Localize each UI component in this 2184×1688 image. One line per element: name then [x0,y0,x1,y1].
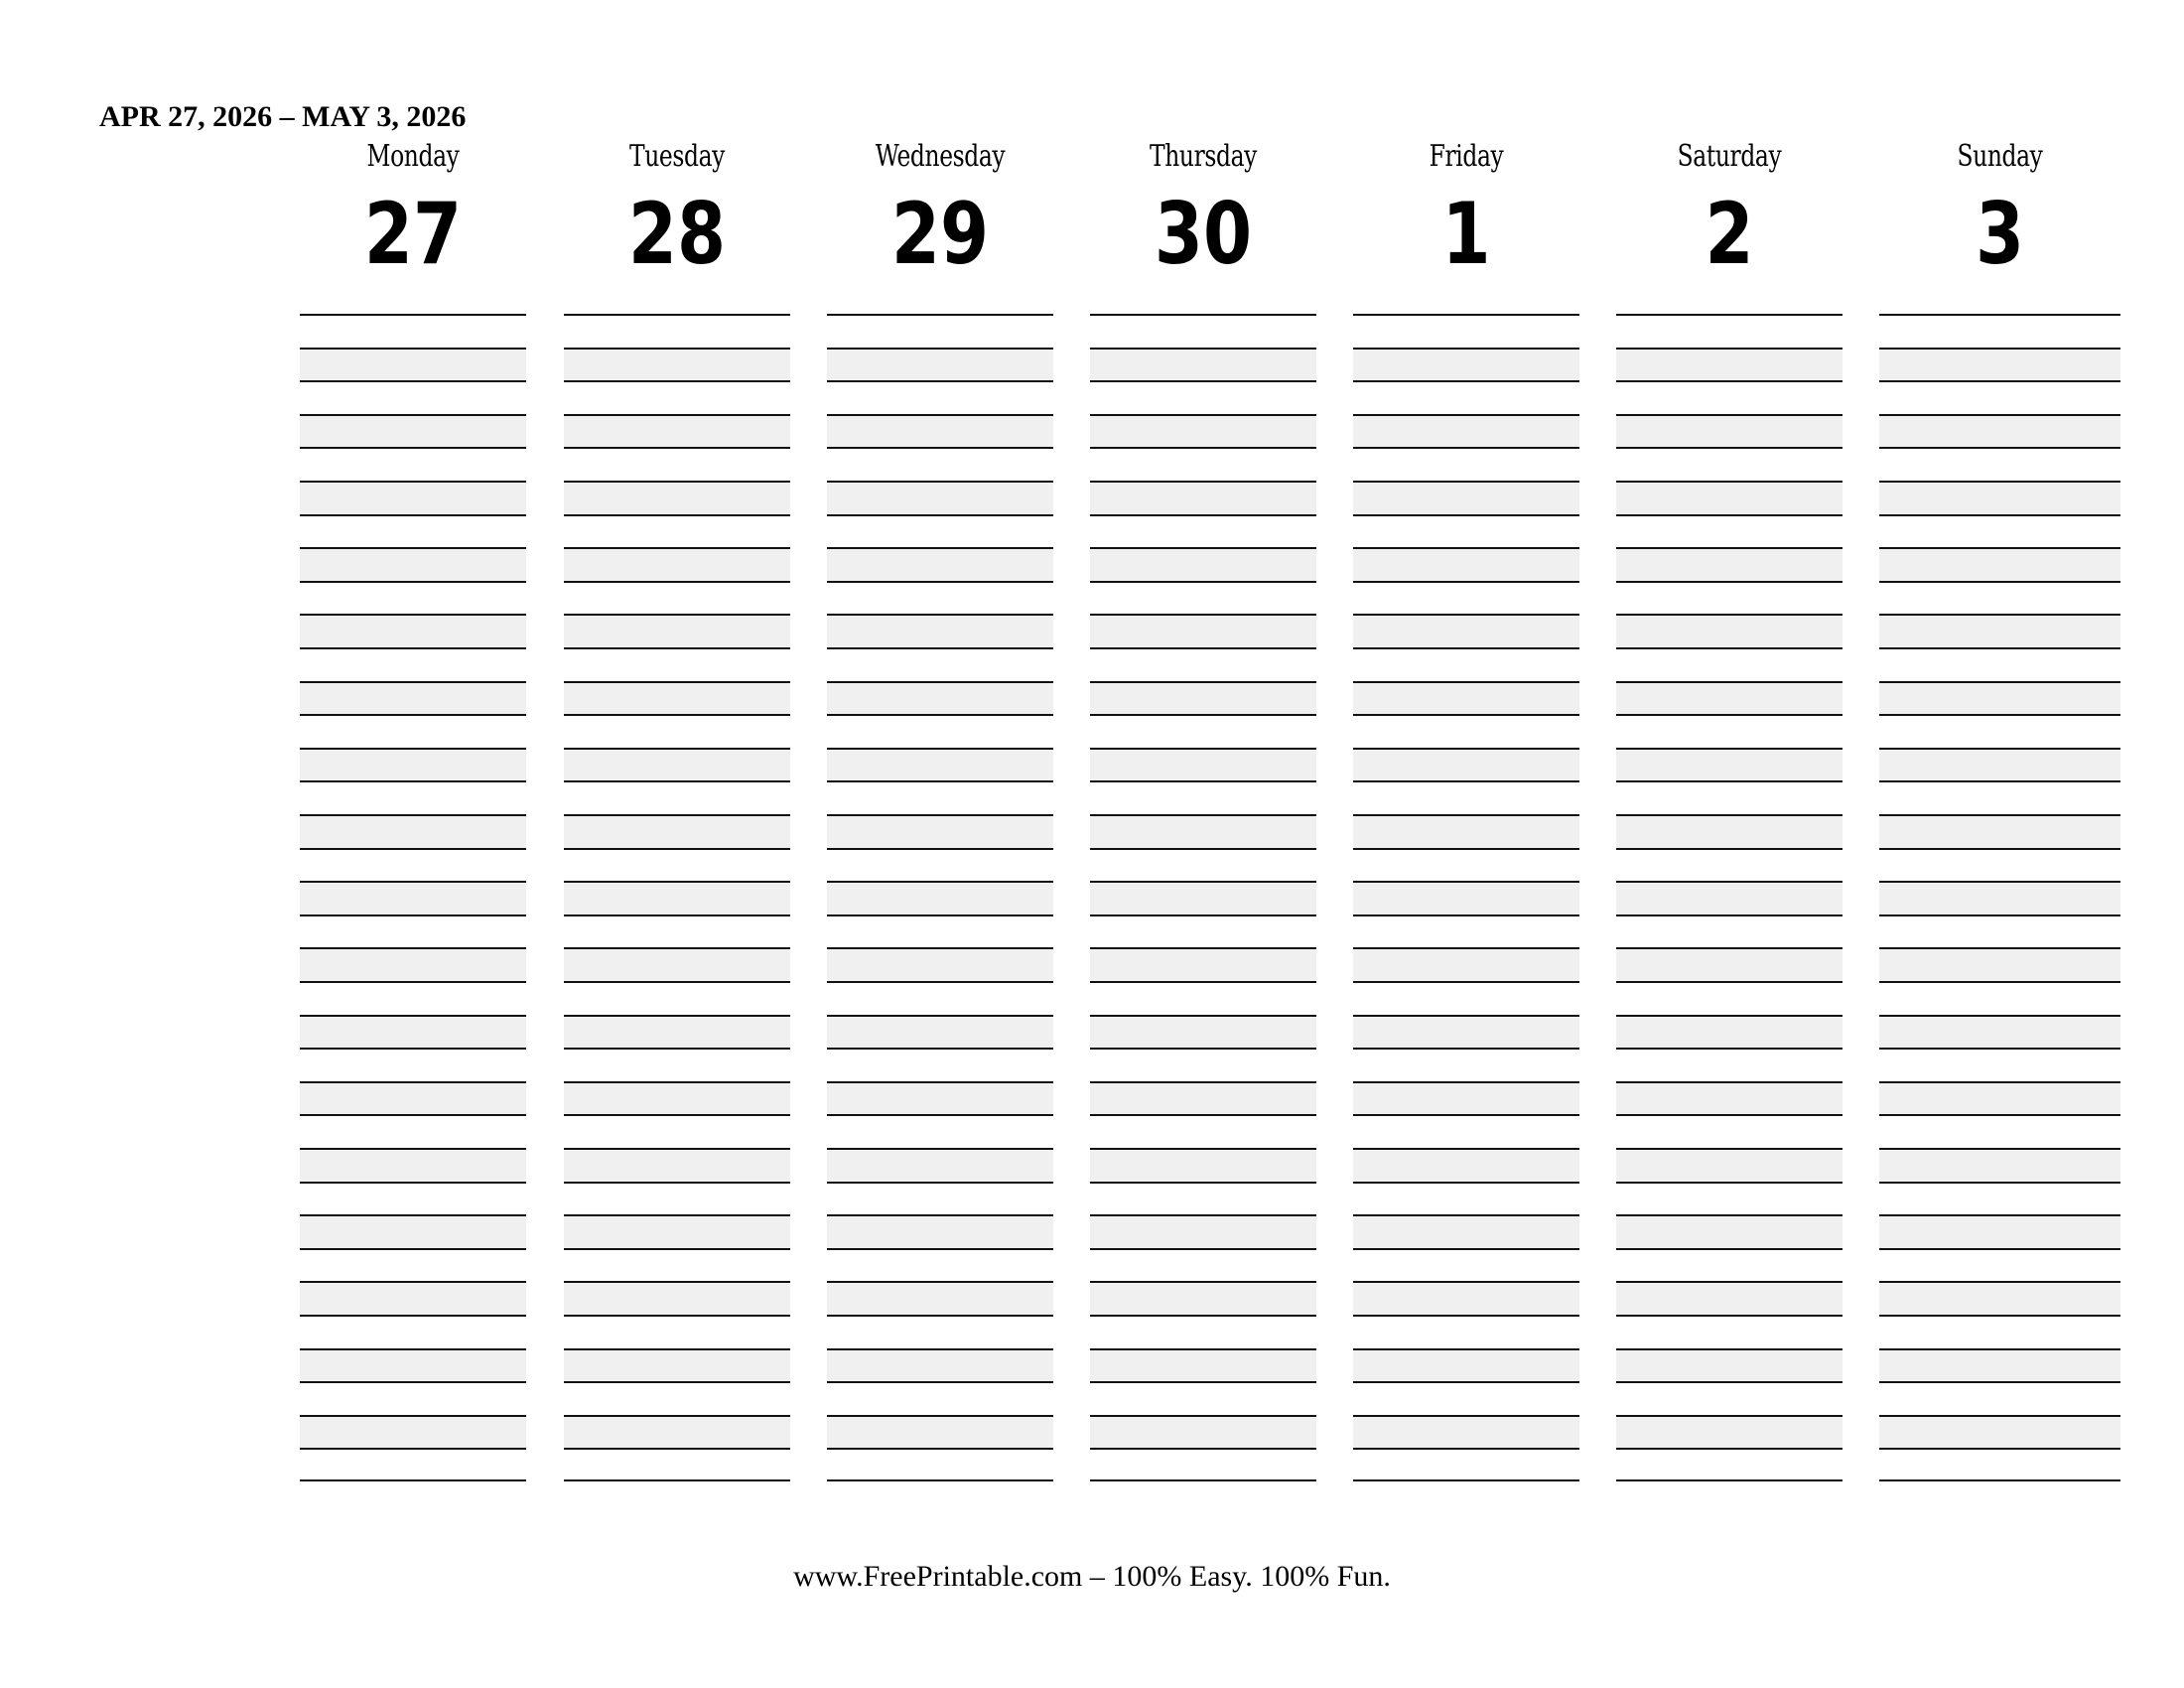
writing-line[interactable] [1353,314,1579,348]
writing-line[interactable] [1353,780,1579,814]
writing-line[interactable] [300,1348,526,1382]
writing-line[interactable] [300,748,526,781]
writing-line[interactable] [827,780,1053,814]
writing-line[interactable] [1090,780,1316,814]
writing-line[interactable] [1879,614,2120,647]
writing-line[interactable] [300,314,526,348]
writing-line[interactable] [827,1015,1053,1049]
writing-line[interactable] [827,1081,1053,1115]
writing-line[interactable] [300,814,526,848]
writing-line[interactable] [1616,547,1843,581]
day-column-saturday [1616,0,1843,1509]
day-name: Monday [366,139,460,174]
writing-line[interactable] [1090,1248,1316,1282]
writing-line[interactable] [1879,714,2120,748]
writing-line[interactable] [1879,1348,2120,1382]
writing-line[interactable] [300,914,526,948]
writing-line[interactable] [1879,514,2120,548]
writing-lines[interactable] [827,314,1053,1485]
writing-lines[interactable] [1353,314,1579,1485]
writing-line[interactable] [300,1381,526,1415]
writing-line[interactable] [1879,1015,2120,1049]
writing-line[interactable] [300,481,526,514]
writing-line[interactable] [827,1315,1053,1348]
writing-line[interactable] [1879,1415,2120,1449]
writing-line[interactable] [564,380,790,414]
day-name: Saturday [1677,139,1782,174]
writing-line[interactable] [300,1214,526,1248]
writing-line[interactable] [1616,514,1843,548]
day-number: 28 [627,185,727,284]
day-column-tuesday [564,0,790,1509]
day-number: 1 [1441,185,1491,284]
writing-line[interactable] [564,1214,790,1248]
writing-line[interactable] [1879,348,2120,381]
writing-line[interactable] [827,714,1053,748]
writing-line[interactable] [1353,848,1579,882]
writing-line[interactable] [1616,348,1843,381]
writing-line[interactable] [1090,581,1316,615]
writing-line[interactable] [827,348,1053,381]
writing-line[interactable] [1616,848,1843,882]
footer-credit: www.FreePrintable.com – 100% Easy. 100% Fun. [793,1560,1391,1593]
writing-line[interactable] [564,547,790,581]
writing-line[interactable] [564,314,790,348]
writing-line[interactable] [564,814,790,848]
writing-line[interactable] [827,1048,1053,1081]
writing-line[interactable] [827,1114,1053,1148]
writing-line[interactable] [1353,981,1579,1015]
writing-line[interactable] [300,1248,526,1282]
day-number: 2 [1705,185,1754,284]
writing-line[interactable] [827,1248,1053,1282]
writing-line[interactable] [564,1015,790,1049]
writing-line[interactable] [827,1348,1053,1382]
writing-line[interactable] [1616,947,1843,981]
writing-line[interactable] [1353,1281,1579,1315]
writing-line[interactable] [827,647,1053,681]
writing-line[interactable] [827,314,1053,348]
writing-line[interactable] [1616,1015,1843,1049]
writing-line[interactable] [1090,414,1316,448]
writing-line[interactable] [1616,914,1843,948]
writing-line[interactable] [827,1381,1053,1415]
writing-line[interactable] [564,881,790,914]
writing-line[interactable] [300,1448,526,1481]
writing-line[interactable] [1090,380,1316,414]
writing-line[interactable] [1353,1182,1579,1215]
writing-line[interactable] [300,881,526,914]
day-name: Wednesday [875,139,1006,174]
writing-line[interactable] [1879,914,2120,948]
writing-line[interactable] [1616,780,1843,814]
day-number: 30 [1154,185,1253,284]
writing-line[interactable] [1879,314,2120,348]
writing-line[interactable] [1353,914,1579,948]
writing-line[interactable] [1090,714,1316,748]
writing-line[interactable] [1353,714,1579,748]
writing-line[interactable] [1353,1148,1579,1182]
writing-line[interactable] [1879,1281,2120,1315]
writing-line[interactable] [1616,1148,1843,1182]
writing-line[interactable] [564,748,790,781]
writing-line[interactable] [300,848,526,882]
writing-line[interactable] [1353,481,1579,514]
writing-line[interactable] [564,581,790,615]
writing-line[interactable] [564,981,790,1015]
writing-line[interactable] [564,1281,790,1315]
writing-line[interactable] [1879,947,2120,981]
writing-line[interactable] [1090,314,1316,348]
writing-line[interactable] [827,1281,1053,1315]
writing-line[interactable] [827,481,1053,514]
writing-line[interactable] [564,1448,790,1481]
writing-line[interactable] [300,414,526,448]
week-range-title: APR 27, 2026 – MAY 3, 2026 [99,100,467,133]
writing-line[interactable] [1090,1214,1316,1248]
writing-line[interactable] [564,780,790,814]
writing-lines[interactable] [1090,314,1316,1485]
writing-line[interactable] [300,547,526,581]
writing-line[interactable] [1616,748,1843,781]
writing-line[interactable] [1353,1081,1579,1115]
writing-line[interactable] [1879,581,2120,615]
writing-line[interactable] [827,848,1053,882]
writing-line[interactable] [827,814,1053,848]
writing-line[interactable] [1353,547,1579,581]
writing-line[interactable] [300,1148,526,1182]
day-name: Tuesday [629,139,725,174]
writing-lines[interactable] [564,314,790,1485]
writing-line[interactable] [1353,514,1579,548]
writing-line[interactable] [1353,1348,1579,1382]
writing-line[interactable] [564,1348,790,1382]
writing-line[interactable] [300,1081,526,1115]
writing-line[interactable] [300,1048,526,1081]
writing-line[interactable] [1353,1381,1579,1415]
writing-line[interactable] [1616,814,1843,848]
writing-line[interactable] [1090,447,1316,481]
writing-line[interactable] [1616,1281,1843,1315]
writing-line[interactable] [827,614,1053,647]
writing-line[interactable] [1353,748,1579,781]
writing-line[interactable] [1879,1182,2120,1215]
writing-line[interactable] [1879,814,2120,848]
writing-line[interactable] [300,447,526,481]
day-number: 27 [363,185,463,284]
writing-line[interactable] [564,848,790,882]
writing-line[interactable] [1353,947,1579,981]
writing-line[interactable] [1090,848,1316,882]
writing-line[interactable] [1090,914,1316,948]
day-column-thursday [1090,0,1316,1509]
writing-line[interactable] [1353,581,1579,615]
writing-line[interactable] [1090,1182,1316,1215]
writing-line[interactable] [564,947,790,981]
writing-line[interactable] [564,447,790,481]
writing-line[interactable] [1879,1048,2120,1081]
writing-line[interactable] [1090,1415,1316,1449]
writing-line[interactable] [1616,1048,1843,1081]
writing-line[interactable] [1090,1348,1316,1382]
writing-line[interactable] [827,981,1053,1015]
writing-line[interactable] [1616,981,1843,1015]
writing-line[interactable] [1616,447,1843,481]
writing-line[interactable] [1353,814,1579,848]
writing-line[interactable] [1616,647,1843,681]
writing-line[interactable] [1879,780,2120,814]
writing-line[interactable] [1090,514,1316,548]
writing-line[interactable] [1090,348,1316,381]
writing-line[interactable] [564,1315,790,1348]
day-number: 29 [890,185,990,284]
writing-line[interactable] [1090,547,1316,581]
writing-line[interactable] [1090,881,1316,914]
writing-line[interactable] [564,414,790,448]
writing-line[interactable] [1616,1315,1843,1348]
writing-line[interactable] [1353,1214,1579,1248]
writing-line[interactable] [564,481,790,514]
writing-line[interactable] [1616,1182,1843,1215]
writing-line[interactable] [300,1415,526,1449]
writing-line[interactable] [1879,1214,2120,1248]
writing-line[interactable] [300,581,526,615]
writing-lines[interactable] [1879,314,2120,1485]
writing-line[interactable] [564,1081,790,1115]
writing-line[interactable] [1090,1015,1316,1049]
writing-line[interactable] [1879,380,2120,414]
writing-line[interactable] [564,1114,790,1148]
writing-line[interactable] [564,914,790,948]
writing-line[interactable] [827,1182,1053,1215]
writing-line[interactable] [1090,947,1316,981]
writing-line[interactable] [564,1415,790,1449]
writing-line[interactable] [827,380,1053,414]
writing-line[interactable] [1879,647,2120,681]
writing-line[interactable] [300,947,526,981]
writing-line[interactable] [1879,681,2120,715]
writing-line[interactable] [564,1048,790,1081]
writing-line[interactable] [1353,380,1579,414]
writing-line[interactable] [300,1015,526,1049]
writing-line[interactable] [1353,348,1579,381]
writing-line[interactable] [1090,647,1316,681]
writing-line[interactable] [1616,1348,1843,1382]
writing-line[interactable] [1353,1114,1579,1148]
writing-line[interactable] [1879,1081,2120,1115]
writing-line[interactable] [564,1248,790,1282]
writing-line[interactable] [1879,481,2120,514]
writing-line[interactable] [1879,848,2120,882]
writing-line[interactable] [1090,1148,1316,1182]
writing-line[interactable] [300,1315,526,1348]
writing-line[interactable] [1616,314,1843,348]
writing-line[interactable] [1090,1448,1316,1481]
writing-line[interactable] [300,380,526,414]
writing-line[interactable] [1616,1415,1843,1449]
writing-line[interactable] [564,647,790,681]
writing-line[interactable] [564,514,790,548]
writing-line[interactable] [1616,614,1843,647]
writing-line[interactable] [1879,447,2120,481]
writing-line[interactable] [1879,748,2120,781]
writing-line[interactable] [1879,1315,2120,1348]
writing-line[interactable] [827,1214,1053,1248]
writing-line[interactable] [1353,1048,1579,1081]
writing-line[interactable] [1879,414,2120,448]
writing-line[interactable] [1353,614,1579,647]
writing-line[interactable] [1353,1248,1579,1282]
writing-line[interactable] [1879,881,2120,914]
writing-line[interactable] [1353,881,1579,914]
writing-line[interactable] [1616,681,1843,715]
writing-line[interactable] [1090,1048,1316,1081]
writing-line[interactable] [300,981,526,1015]
writing-line[interactable] [1879,981,2120,1015]
writing-line[interactable] [827,1448,1053,1481]
writing-line[interactable] [300,681,526,715]
writing-line[interactable] [1090,614,1316,647]
writing-line[interactable] [564,614,790,647]
writing-line[interactable] [564,681,790,715]
writing-line[interactable] [827,1148,1053,1182]
writing-line[interactable] [564,1381,790,1415]
writing-line[interactable] [300,714,526,748]
writing-line[interactable] [1879,547,2120,581]
writing-lines[interactable] [300,314,526,1485]
writing-line[interactable] [564,1148,790,1182]
writing-line[interactable] [1353,447,1579,481]
day-column-monday [300,0,526,1509]
writing-line[interactable] [1090,748,1316,781]
writing-line[interactable] [1616,881,1843,914]
writing-line[interactable] [827,447,1053,481]
writing-line[interactable] [300,348,526,381]
writing-line[interactable] [1090,1081,1316,1115]
writing-line[interactable] [564,1182,790,1215]
writing-line[interactable] [1090,681,1316,715]
writing-line[interactable] [564,714,790,748]
writing-line[interactable] [1879,1114,2120,1148]
writing-line[interactable] [1090,1114,1316,1148]
writing-line[interactable] [1616,1248,1843,1282]
writing-line[interactable] [1090,1315,1316,1348]
writing-line[interactable] [827,947,1053,981]
writing-line[interactable] [827,1415,1053,1449]
writing-line[interactable] [827,581,1053,615]
day-column-friday [1353,0,1579,1509]
writing-line[interactable] [827,881,1053,914]
writing-line[interactable] [300,514,526,548]
writing-line[interactable] [300,647,526,681]
writing-line[interactable] [1353,1015,1579,1049]
writing-line[interactable] [300,1182,526,1215]
writing-line[interactable] [1353,1315,1579,1348]
writing-line[interactable] [1616,481,1843,514]
day-name: Friday [1429,139,1504,174]
writing-line[interactable] [1616,380,1843,414]
writing-line[interactable] [1090,481,1316,514]
writing-line[interactable] [827,547,1053,581]
writing-line[interactable] [1090,981,1316,1015]
writing-line[interactable] [1090,1381,1316,1415]
day-number: 3 [1975,185,2025,284]
writing-line[interactable] [300,780,526,814]
day-column-wednesday [827,0,1053,1509]
writing-line[interactable] [1616,1114,1843,1148]
writing-line[interactable] [827,748,1053,781]
writing-line[interactable] [1616,581,1843,615]
writing-line[interactable] [1879,1381,2120,1415]
day-name: Thursday [1150,139,1257,174]
writing-line[interactable] [1879,1248,2120,1282]
writing-line[interactable] [1353,1448,1579,1481]
writing-line[interactable] [1616,1448,1843,1481]
writing-lines[interactable] [1616,314,1843,1485]
writing-line[interactable] [300,1281,526,1315]
writing-line[interactable] [1090,814,1316,848]
writing-line[interactable] [1353,1415,1579,1449]
writing-line[interactable] [564,348,790,381]
writing-line[interactable] [827,914,1053,948]
writing-line[interactable] [300,1114,526,1148]
writing-line[interactable] [1353,681,1579,715]
writing-line[interactable] [1616,1214,1843,1248]
writing-line[interactable] [827,514,1053,548]
writing-line[interactable] [1616,1381,1843,1415]
writing-line[interactable] [1353,647,1579,681]
writing-line[interactable] [827,414,1053,448]
writing-line[interactable] [1616,1081,1843,1115]
writing-line[interactable] [1353,414,1579,448]
writing-line[interactable] [1616,714,1843,748]
writing-line[interactable] [1879,1148,2120,1182]
writing-line[interactable] [1879,1448,2120,1481]
writing-line[interactable] [1090,1281,1316,1315]
writing-line[interactable] [827,681,1053,715]
writing-line[interactable] [1616,414,1843,448]
day-column-sunday [1879,0,2120,1509]
day-name: Sunday [1957,139,2043,174]
writing-line[interactable] [300,614,526,647]
